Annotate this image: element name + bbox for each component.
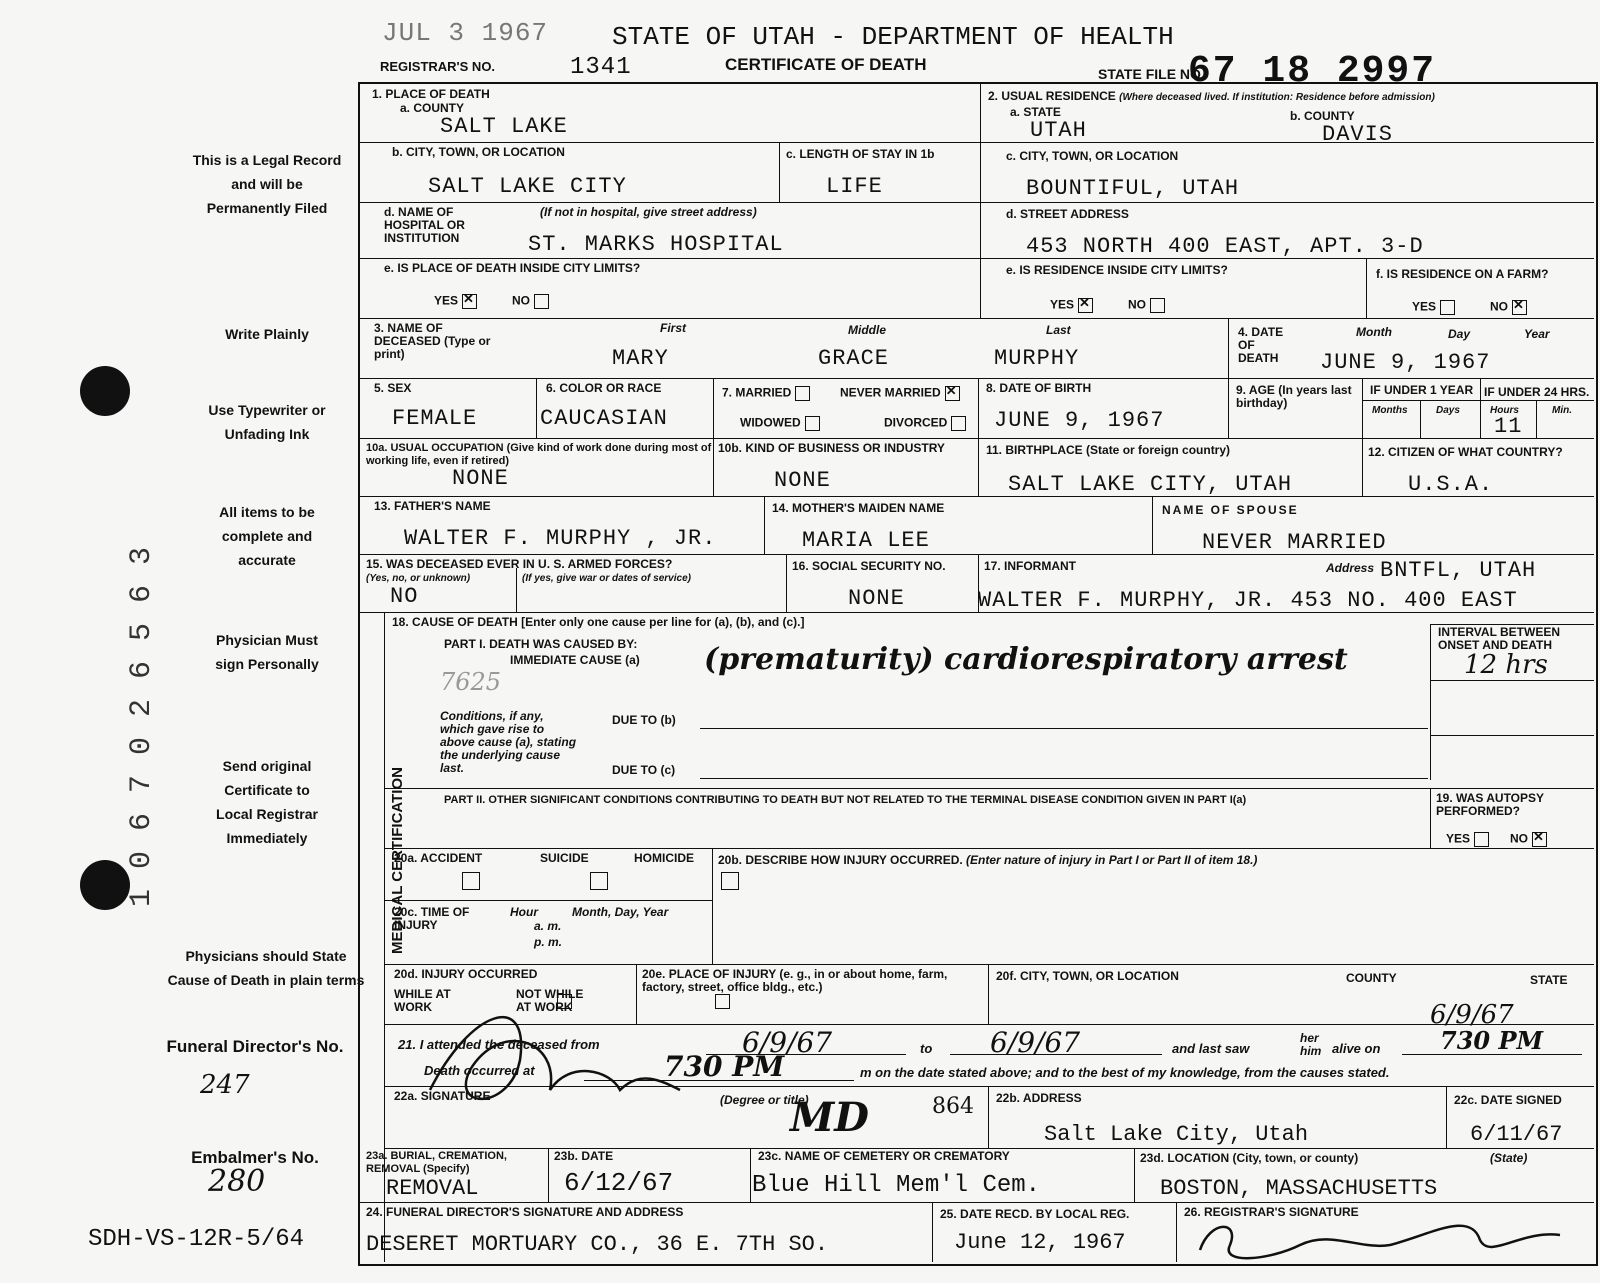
length-of-stay: LIFE <box>826 174 883 199</box>
death-time: 730 PM <box>664 1050 785 1083</box>
registrar-signature <box>1180 1190 1580 1270</box>
date-of-birth-label: 8. DATE OF BIRTH <box>986 381 1092 395</box>
residence-state-label: a. STATE <box>1010 105 1061 119</box>
residence-street-label: d. STREET ADDRESS <box>1006 207 1129 221</box>
sex: FEMALE <box>392 406 478 431</box>
informant: WALTER F. MURPHY, JR. 453 NO. 400 EAST <box>978 588 1518 613</box>
certificate-title: CERTIFICATE OF DEATH <box>725 55 927 74</box>
suicide-label: SUICIDE <box>540 851 589 865</box>
burial: REMOVAL <box>386 1176 479 1201</box>
sex-label: 5. SEX <box>374 381 412 395</box>
hospital-note: (If not in hospital, give street address) <box>540 205 757 219</box>
checkbox[interactable] <box>1150 298 1165 313</box>
injury-state-label: STATE <box>1530 973 1568 987</box>
location: BOSTON, MASSACHUSETTS <box>1160 1176 1438 1201</box>
date-received: June 12, 1967 <box>954 1230 1126 1255</box>
residence-city: BOUNTIFUL, UTAH <box>1026 176 1240 201</box>
days-label: Days <box>1436 405 1460 416</box>
birthplace-label: 11. BIRTHPLACE (State or foreign country) <box>986 443 1231 457</box>
am-label: a. m. <box>534 919 562 933</box>
checkbox[interactable] <box>534 294 549 309</box>
occupation-label: 10a. USUAL OCCUPATION (Give kind of work done during most of working life, even if retired) <box>366 442 712 467</box>
location-state-label: (State) <box>1490 1151 1528 1165</box>
autopsy-no[interactable]: NO✕ <box>1510 832 1547 847</box>
age-label: 9. AGE (In years last birthday) <box>1236 383 1352 410</box>
state-title: STATE OF UTAH - DEPARTMENT OF HEALTH <box>612 22 1174 52</box>
immediate-cause-label: IMMEDIATE CAUSE (a) <box>510 653 640 667</box>
funeral-director-no: 247 <box>200 1070 250 1100</box>
location-label: 23d. LOCATION (City, town, or county) <box>1140 1151 1359 1165</box>
injury-city-label: 20f. CITY, TOWN, OR LOCATION <box>996 969 1179 983</box>
part2-label: PART II. OTHER SIGNIFICANT CONDITIONS CONTRIBUTING TO DEATH BUT NOT RELATED TO THE TERMINAL DISEASE CONDITION GIVEN IN PART I(a) <box>444 794 1247 806</box>
residence-farm-yes[interactable]: YES <box>1412 300 1455 315</box>
length-of-stay-label: c. LENGTH OF STAY IN 1b <box>786 147 935 161</box>
physician-address: Salt Lake City, Utah <box>1044 1122 1309 1147</box>
checkbox-checked[interactable] <box>462 294 477 309</box>
citizen-label: 12. CITIZEN OF WHAT COUNTRY? <box>1368 445 1563 459</box>
armed-forces: NO <box>390 584 419 609</box>
not-while-at-work[interactable]: NOT WHILE AT WORK <box>516 987 584 1014</box>
month-day-year-label: Month, Day, Year <box>572 905 669 919</box>
residence-inside-city-label: e. IS RESIDENCE INSIDE CITY LIMITS? <box>1006 263 1228 277</box>
physician-address-label: 22b. ADDRESS <box>996 1091 1082 1105</box>
business: NONE <box>774 468 831 493</box>
birthplace: SALT LAKE CITY, UTAH <box>1008 472 1293 497</box>
accident-label: 20a. ACCIDENT <box>394 851 483 865</box>
funeral-director: DESERET MORTUARY CO., 36 E. 7TH SO. <box>366 1232 829 1257</box>
attended-to: 6/9/67 <box>990 1026 1081 1059</box>
armed-forces-label: 15. WAS DECEASED EVER IN U. S. ARMED FORCES? <box>366 557 673 571</box>
alive-date: 6/9/67 <box>1430 1000 1514 1030</box>
death-city-label: b. CITY, TOWN, OR LOCATION <box>392 145 565 159</box>
embalmer-no: 280 <box>208 1164 266 1199</box>
embalmer-no-label: Embalmer's No. <box>191 1148 319 1167</box>
form-code: SDH-VS-12R-5/64 <box>88 1226 305 1253</box>
residence-farm-label: f. IS RESIDENCE ON A FARM? <box>1376 267 1549 281</box>
hour-label: Hour <box>510 905 538 919</box>
death-statement: m on the date stated above; and to the best of my knowledge, from the causes stated. <box>860 1065 1390 1080</box>
death-county-label: a. COUNTY <box>400 101 465 115</box>
checkbox[interactable] <box>1440 300 1455 315</box>
hospital-label: d. NAME OF HOSPITAL OR INSTITUTION <box>384 205 465 245</box>
death-inside-city-yes[interactable]: YES✕ <box>434 294 477 309</box>
pm-label: p. m. <box>534 935 563 949</box>
ssn: NONE <box>848 586 905 611</box>
residence-county: DAVIS <box>1322 122 1394 147</box>
medical-certification-label: MEDICAL CERTIFICATION <box>388 767 406 954</box>
mother-label: 14. MOTHER'S MAIDEN NAME <box>772 501 945 515</box>
informant-address-label: Address <box>1326 561 1375 575</box>
physician-sign-note: Physician Must sign Personally <box>215 632 319 672</box>
part1-label: PART I. DEATH WAS CAUSED BY: <box>444 637 638 651</box>
hospital-name: ST. MARKS HOSPITAL <box>528 232 784 257</box>
residence-street: 453 NORTH 400 EAST, APT. 3-D <box>1026 234 1424 259</box>
disposition-date-label: 23b. DATE <box>554 1149 614 1163</box>
received-stamp: JUL 3 1967 <box>382 18 549 48</box>
burial-label: 23a. BURIAL, CREMATION, REMOVAL (Specify) <box>366 1150 507 1175</box>
time-of-injury-label: 20c. TIME OF INJURY <box>394 905 470 932</box>
date-of-death: JUNE 9, 1967 <box>1320 350 1491 375</box>
while-at-work[interactable]: WHILE AT WORK <box>394 987 451 1014</box>
race: CAUCASIAN <box>540 406 668 431</box>
death-occurred-label: Death occurred at <box>424 1063 535 1078</box>
year-label: Year <box>1524 327 1550 341</box>
last-name-label: Last <box>1046 323 1071 337</box>
punch-hole <box>80 366 130 416</box>
death-inside-city-label: e. IS PLACE OF DEATH INSIDE CITY LIMITS? <box>384 261 641 275</box>
checkbox-checked[interactable] <box>1532 832 1547 847</box>
spouse-name: NEVER MARRIED <box>1202 530 1387 555</box>
checkbox[interactable] <box>795 386 810 401</box>
armed-forces-sub1: (Yes, no, or unknown) <box>366 573 471 584</box>
registrar-no-label: REGISTRAR'S NO. <box>380 59 496 74</box>
funeral-director-no-label: Funeral Director's No. <box>166 1037 344 1056</box>
funeral-director-label: 24. FUNERAL DIRECTOR'S SIGNATURE AND ADDRESS <box>366 1205 684 1219</box>
marital-divorced[interactable]: DIVORCED <box>884 416 966 431</box>
residence-county-label: b. COUNTY <box>1290 109 1355 123</box>
due-to-b-label: DUE TO (b) <box>612 713 676 727</box>
informant-label: 17. INFORMANT <box>984 559 1077 573</box>
first-name-label: First <box>660 321 687 335</box>
residence-state: UTAH <box>1030 118 1087 143</box>
place-of-death-label: 1. PLACE OF DEATH <box>372 87 490 101</box>
date-signed-label: 22c. DATE SIGNED <box>1454 1093 1562 1107</box>
punch-hole <box>80 860 130 910</box>
accident-checkbox[interactable] <box>462 872 480 890</box>
father-label: 13. FATHER'S NAME <box>374 499 491 513</box>
her-him-label: her him <box>1300 1031 1322 1058</box>
injury-county-label: COUNTY <box>1346 971 1397 985</box>
attended-from: 6/9/67 <box>742 1026 833 1059</box>
death-city: SALT LAKE CITY <box>428 174 627 199</box>
occupation: NONE <box>452 466 509 491</box>
interval: 12 hrs <box>1464 650 1548 680</box>
coding-mark: 7625 <box>440 668 502 696</box>
death-county: SALT LAKE <box>440 114 568 139</box>
month-label: Month <box>1356 325 1392 339</box>
physicians-state-note: Physicians should State Cause of Death in plain terms <box>167 948 365 988</box>
usual-residence-label: 2. USUAL RESIDENCE (Where deceased lived. If institution: Residence before admission) <box>988 89 1435 103</box>
cause-of-death-label: 18. CAUSE OF DEATH [Enter only one cause per line for (a), (b), and (c).] <box>392 615 805 629</box>
first-name: MARY <box>612 346 669 371</box>
business-label: 10b. KIND OF BUSINESS OR INDUSTRY <box>718 441 945 455</box>
race-label: 6. COLOR OR RACE <box>546 381 662 395</box>
registrar-no: 1341 <box>570 54 632 81</box>
day-label: Day <box>1448 327 1471 341</box>
not-while-at-work-checkbox[interactable] <box>715 994 730 1009</box>
checkbox-checked[interactable] <box>1512 300 1527 315</box>
complete-note: All items to be complete and accurate <box>219 504 315 568</box>
send-original-note: Send original Certificate to Local Registrar Immediately <box>216 758 318 846</box>
middle-name-label: Middle <box>848 323 886 337</box>
homicide-label: HOMICIDE <box>634 851 694 865</box>
under-1-year-label: IF UNDER 1 YEAR <box>1370 383 1474 397</box>
write-plainly-note: Write Plainly <box>225 326 309 342</box>
autopsy-label: 19. WAS AUTOPSY PERFORMED? <box>1436 791 1544 818</box>
last-name: MURPHY <box>994 346 1080 371</box>
months-label: Months <box>1372 405 1408 416</box>
last-saw-label: and last saw <box>1172 1041 1250 1056</box>
marital-never-married[interactable]: NEVER MARRIED✕ <box>840 386 960 401</box>
mother-name: MARIA LEE <box>802 528 930 553</box>
attended-label: 21. I attended the deceased from <box>398 1037 600 1052</box>
minutes-label: Min. <box>1552 405 1572 416</box>
spouse-label: NAME OF SPOUSE <box>1162 503 1299 517</box>
alive-on-label: alive on <box>1332 1041 1381 1056</box>
father-name: WALTER F. MURPHY , JR. <box>404 526 717 551</box>
disposition-date: 6/12/67 <box>564 1168 674 1198</box>
date-received-label: 25. DATE RECD. BY LOCAL REG. <box>940 1207 1130 1221</box>
degree-label: (Degree or title) <box>720 1093 809 1107</box>
injury-occurred-label: 20d. INJURY OCCURRED <box>394 967 538 981</box>
state-file-no: 67 18 2997 <box>1188 50 1437 93</box>
registrar-signature-label: 26. REGISTRAR'S SIGNATURE <box>1184 1205 1359 1219</box>
citizen: U.S.A. <box>1408 472 1494 497</box>
deceased-name-label: 3. NAME OF DECEASED (Type or print) <box>374 321 491 361</box>
date-signed: 6/11/67 <box>1470 1122 1563 1147</box>
hours-label: Hours <box>1490 405 1519 416</box>
checkbox[interactable] <box>951 416 966 431</box>
death-inside-city-no[interactable]: NO <box>512 294 549 309</box>
residence-inside-city-yes[interactable]: YES✕ <box>1050 298 1093 313</box>
attended-to-label: to <box>920 1041 933 1056</box>
cemetery-label: 23c. NAME OF CEMETERY OR CREMATORY <box>758 1149 1010 1163</box>
checkbox-checked[interactable] <box>1078 298 1093 313</box>
typewriter-note: Use Typewriter or Unfading Ink <box>208 402 326 442</box>
degree: MD <box>790 1094 869 1141</box>
informant-city: BNTFL, UTAH <box>1380 558 1537 583</box>
alive-time: 730 PM <box>1440 1026 1544 1055</box>
stamp-number: 864 <box>932 1094 974 1119</box>
legal-record-note: This is a Legal Record and will be Permanently Filed <box>192 152 342 216</box>
physician-signature <box>410 1000 700 1120</box>
how-injury-label: 20b. DESCRIBE HOW INJURY OCCURRED. (Enter nature of injury in Part I or Part II of item 18.) <box>718 853 1258 867</box>
cemetery: Blue Hill Mem'l Cem. <box>752 1172 1041 1199</box>
ssn-label: 16. SOCIAL SECURITY NO. <box>792 559 946 573</box>
suicide-checkbox[interactable] <box>590 872 608 890</box>
signature-label: 22a. SIGNATURE <box>394 1089 491 1103</box>
due-to-c-label: DUE TO (c) <box>612 763 676 777</box>
interval-label: INTERVAL BETWEEN ONSET AND DEATH <box>1438 625 1561 652</box>
residence-farm-no[interactable]: NO✕ <box>1490 300 1527 315</box>
age-hours: 11 <box>1494 414 1523 439</box>
marital-married[interactable]: 7. MARRIED <box>722 386 810 401</box>
checkbox[interactable] <box>805 416 820 431</box>
state-file-label: STATE FILE NO. <box>1098 66 1205 82</box>
under-24-hrs-label: IF UNDER 24 HRS. <box>1484 385 1590 399</box>
vertical-serial-number: 1067026563 <box>125 526 160 908</box>
checkbox[interactable] <box>1474 832 1489 847</box>
residence-inside-city-no[interactable]: NO <box>1128 298 1165 313</box>
place-of-injury-label: 20e. PLACE OF INJURY (e. g., in or about home, farm, factory, street, office bldg., etc.) <box>642 967 948 994</box>
date-of-birth: JUNE 9, 1967 <box>994 408 1165 433</box>
armed-forces-sub2: (If yes, give war or dates of service) <box>522 573 691 584</box>
conditions-note: Conditions, if any, which gave rise to above cause (a), stating the underlying cause last. <box>440 709 577 775</box>
checkbox-checked[interactable] <box>945 386 960 401</box>
homicide-checkbox[interactable] <box>721 872 739 890</box>
immediate-cause: (prematurity) cardiorespiratory arrest <box>704 642 1348 677</box>
autopsy-yes[interactable]: YES <box>1446 832 1489 847</box>
residence-city-label: c. CITY, TOWN, OR LOCATION <box>1006 149 1179 163</box>
date-of-death-label: 4. DATE OF DEATH <box>1238 325 1284 365</box>
marital-widowed[interactable]: WIDOWED <box>740 416 820 431</box>
middle-name: GRACE <box>818 346 890 371</box>
